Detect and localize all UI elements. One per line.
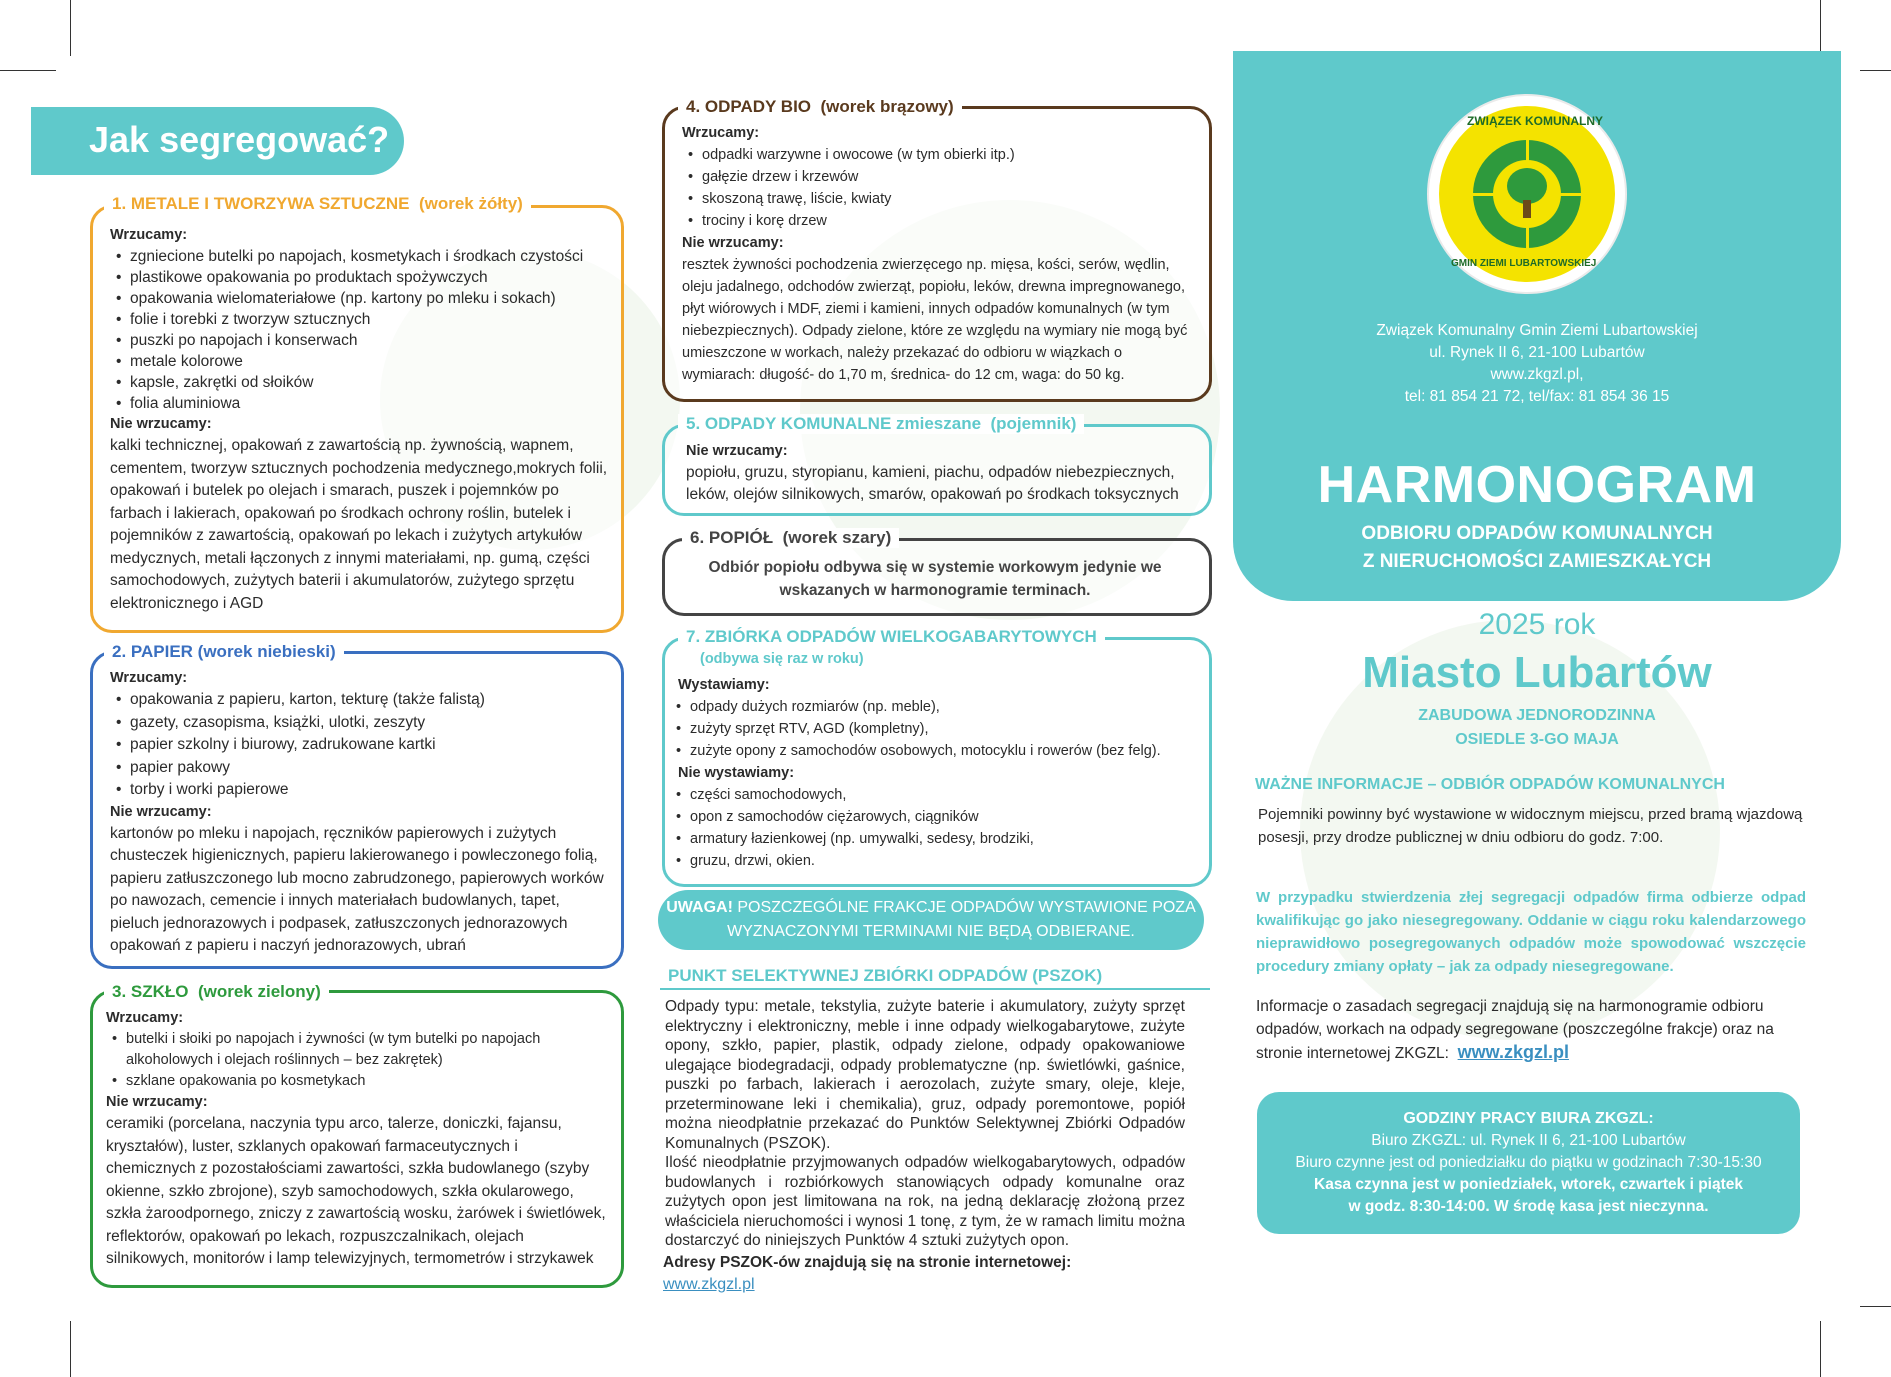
info-text: Informacje o zasadach segregacji znajdują się na harmonogramie odbioru odpadów, workach na odpady segregowane (poszczególne frakcje) oraz na stronie internetowej ZKGZL: www.zkgzl.pl	[1256, 998, 1774, 1062]
list-item: • metale kolorowe	[130, 351, 610, 372]
contact-line: Związek Komunalny Gmin Ziemi Lubartowskiej	[1376, 322, 1698, 339]
tree-icon	[1507, 168, 1547, 204]
list-item: • gałęzie drzew i krzewów	[702, 166, 1194, 188]
crop-mark	[1820, 0, 1821, 56]
hours-line: Kasa czynna jest w poniedziałek, wtorek, czwartek i piątek	[1314, 1176, 1743, 1193]
list-item: • torby i worki papierowe	[130, 779, 610, 802]
box-body-komunalne	[686, 440, 1198, 506]
area-description: ZABUDOWA JEDNORODZINNA OSIEDLE 3-GO MAJA	[1418, 707, 1656, 748]
list-item: • gruzu, drzwi, okien.	[690, 850, 1198, 872]
crop-mark	[1860, 70, 1891, 71]
box-title-bio: 4. ODPADY BIO (worek brązowy)	[678, 97, 962, 117]
box-body-papier	[110, 668, 610, 958]
list-item: • części samochodowych,	[690, 784, 1198, 806]
list-wrzucamy	[106, 1029, 608, 1092]
crop-mark	[1820, 1321, 1821, 1377]
crop-mark	[1860, 1306, 1891, 1307]
box-body-wielkogabarytowe	[678, 674, 1198, 872]
list-item: • opakowania wielomateriałowe (np. kartony po mleku i sokach)	[130, 288, 610, 309]
box-body-popiol	[700, 556, 1170, 602]
list-wystawiamy	[678, 696, 1198, 762]
box-title-komunalne: 5. ODPADY KOMUNALNE zmieszane (pojemnik)	[678, 414, 1084, 434]
label-nie-wrzucamy: Nie wrzucamy:	[682, 235, 784, 251]
box-body-bio	[682, 122, 1194, 386]
uwaga-text: POSZCZEGÓLNE FRAKCJE ODPADÓW WYSTAWIONE POZA WYZNACZONYMI TERMINAMI NIE BĘDĄ ODBIERANE.	[727, 899, 1196, 940]
divider	[660, 988, 1210, 990]
label-nie-wystawiamy: Nie wystawiamy:	[678, 765, 795, 781]
list-item: • odpady dużych rozmiarów (np. meble),	[690, 696, 1198, 718]
list-item: • opon z samochodów ciężarowych, ciągników	[690, 806, 1198, 828]
contact-line: tel: 81 854 21 72, tel/fax: 81 854 36 15	[1404, 388, 1670, 405]
harmonogram-subtitle: ODBIORU ODPADÓW KOMUNALNYCH Z NIERUCHOMOŚCI ZAMIESZKAŁYCH	[1361, 523, 1713, 572]
label-wrzucamy: Wrzucamy:	[682, 125, 760, 141]
section-header	[31, 107, 404, 175]
list-wrzucamy	[110, 246, 610, 414]
city-name: Miasto Lubartów	[1362, 648, 1712, 697]
pszok-paragraph-2: Ilość nieodpłatnie przyjmowanych odpadów wielkogabarytowych, odpadów budowlanych i rozbiórkowych stanowiących odpady komunalne oraz zużytych opon jest limitowana na rok, na jedną deklarację złożoną przez właściciela nieruchomości i wynosi 1 tonę, z tym, że w ramach limitu można dostarczyć do niniejszych Punktów 4 sztuki zużytych opon.	[665, 1154, 1185, 1249]
hours-line: Biuro czynne jest od poniedziałku do piątku w godzinach 7:30-15:30	[1295, 1154, 1762, 1171]
pszok-title: PUNKT SELEKTYWNEJ ZBIÓRKI ODPADÓW (PSZOK)	[668, 966, 1103, 985]
list-item: • papier szkolny i biurowy, zadrukowane kartki	[130, 734, 610, 757]
list-item: • odpadki warzywne i owocowe (w tym obierki itp.)	[702, 144, 1194, 166]
list-wrzucamy	[110, 689, 610, 802]
list-item: • opakowania z papieru, karton, tekturę (także falistą)	[130, 689, 610, 712]
harmonogram-title: HARMONOGRAM	[1317, 456, 1757, 514]
list-item: • zgniecione butelki po napojach, kosmetykach i środkach czystości	[130, 246, 610, 267]
year: 2025 rok	[1478, 608, 1596, 641]
segregation-warning: W przypadku stwierdzenia złej segregacji odpadów firma odbierze odpad kwalifikując go jako niesegregowany. Oddanie w ciągu roku kalendarzowego nieprawidłowo posegregowanych odpadów może spowodować wszczęcie procedury zmiany opłaty – jak za odpady niesegregowane.	[1256, 889, 1806, 975]
box-title-wielkogabarytowe: 7. ZBIÓRKA ODPADÓW WIELKOGABARYTOWYCH	[678, 627, 1105, 647]
crop-mark	[70, 0, 71, 56]
list-item: • puszki po napojach i konserwach	[130, 330, 610, 351]
pszok-paragraph-1: Odpady typu: metale, tekstylia, zużyte baterie i akumulatory, zużyty sprzęt elektryczny i elektroniczny, meble i inne odpady wielkogabarytowe, zużyte opony, szkło, papier, plastik, odpady zielone, odpady opakowaniowe ulegające biodegradacji, odpady problematyczne (np. świetlówki, gaśnice, puszki po farbach, lakierach i aerozolach, zużyte smary, oleje, kleje, przeterminowane leki i chemikalia), gruz, odpady poremontowe, popiół można nieodpłatnie przekazać do Punktów Selektywnej Zbiórki Odpadów Komunalnych (PSZOK).	[665, 998, 1185, 1152]
info-link[interactable]: www.zkgzl.pl	[1457, 1042, 1569, 1062]
list-item: • zużyte opony z samochodów osobowych, motocyklu i rowerów (bez felg).	[690, 740, 1198, 762]
box-body-metale	[110, 225, 610, 615]
list-item: • papier pakowy	[130, 757, 610, 780]
nie-wrzucamy-text: resztek żywności pochodzenia zwierzęcego np. mięsa, kości, serów, wędlin, oleju jadalnego, odchodów zwierząt, popiołu, leków, drewna impregnowanego, płyt wiórowych i MDF, ziemi i kamieni, innych odpadów komunalnych (w tym niebezpiecznych). Odpady zielone, które ze względu na wymiary nie mogą być umieszczone w workach, należy przekazać do odbioru w wiązkach o wymiarach: długość- do 1,70 m, średnica- do 12 cm, waga: do 50 kg.	[682, 257, 1188, 383]
uwaga-label: UWAGA!	[666, 899, 733, 916]
box-title-papier: 2. PAPIER (worek niebieski)	[104, 642, 344, 662]
label-nie-wrzucamy: Nie wrzucamy:	[110, 803, 212, 820]
list-item: • butelki i słoiki po napojach i żywności (w tym butelki po napojach alkoholowych i olejach roślinnych – bez zakrętek)	[126, 1029, 608, 1071]
label-wrzucamy: Wrzucamy:	[110, 227, 188, 243]
list-item: • trociny i korę drzew	[702, 210, 1194, 232]
section-header-text: Jak segregować?	[89, 119, 390, 160]
label-wrzucamy: Wrzucamy:	[106, 1010, 184, 1026]
zkgzl-logo: ZWIĄZEK KOMUNALNY GMIN ZIEMI LUBARTOWSKIEJ	[1429, 96, 1625, 292]
list-item: • gazety, czasopisma, książki, ulotki, zeszyty	[130, 712, 610, 735]
list-item: • szklane opakowania po kosmetykach	[126, 1071, 608, 1092]
nie-wrzucamy-text: popiołu, gruzu, styropianu, kamieni, piachu, odpadów niebezpiecznych, leków, olejów silnikowych, smarów, opakowań po środkach toksycznych	[686, 464, 1179, 503]
box-title-metale: 1. METALE I TWORZYWA SZTUCZNE (worek żółty)	[104, 194, 531, 214]
list-nie-wystawiamy	[678, 784, 1198, 872]
hours-line: Biuro ZKGZL: ul. Rynek II 6, 21-100 Lubartów	[1371, 1132, 1686, 1149]
contact-info	[1233, 320, 1841, 408]
box-subtitle-wielkogabarytowe: (odbywa się raz w roku)	[700, 651, 864, 667]
list-item: • folia aluminiowa	[130, 393, 610, 414]
list-item: • plastikowe opakowania po produktach spożywczych	[130, 267, 610, 288]
list-item: • zużyty sprzęt RTV, AGD (kompletny),	[690, 718, 1198, 740]
crop-mark	[0, 70, 56, 71]
office-hours-box	[1257, 1092, 1800, 1234]
label-wrzucamy: Wrzucamy:	[110, 670, 188, 686]
label-wystawiamy: Wystawiamy:	[678, 677, 770, 693]
label-nie-wrzucamy: Nie wrzucamy:	[106, 1094, 208, 1110]
box-body-szklo	[106, 1008, 608, 1271]
list-item: • armatury łazienkowej (np. umywalki, sedesy, brodziki,	[690, 828, 1198, 850]
contact-line[interactable]: www.zkgzl.pl,	[1490, 366, 1584, 383]
contact-line: ul. Rynek II 6, 21-100 Lubartów	[1429, 344, 1645, 361]
list-item: • skoszoną trawę, liście, kwiaty	[702, 188, 1194, 210]
list-item: • folie i torebki z tworzyw sztucznych	[130, 309, 610, 330]
pszok-address-note: Adresy PSZOK-ów znajdują się na stronie internetowej:	[663, 1254, 1072, 1271]
list-item: • kapsle, zakrętki od słoików	[130, 372, 610, 393]
nie-wrzucamy-text: kartonów po mleku i napojach, ręczników papierowych i zużytych chusteczek higienicznych, papieru lakierowanego i powleczonego folią, papieru zatłuszczonego lub mocno zabrudzonego, papierowych worków po nawozach, cemencie i innych materiałach budowlanych, tapet, pieluch jednorazowych i podpasek, zatłuszczonych jednorazowych opakowań z papieru i naczyń jednorazowych, ubrań	[110, 824, 604, 954]
crop-mark	[70, 1321, 71, 1377]
uwaga-banner	[658, 890, 1204, 950]
popiol-text: Odbiór popiołu odbywa się w systemie workowym jedynie we wskazanych w harmonogramie terminach.	[708, 559, 1162, 599]
important-info-title: WAŻNE INFORMACJE – ODBIÓR ODPADÓW KOMUNALNYCH	[1255, 776, 1725, 793]
label-nie-wrzucamy: Nie wrzucamy:	[110, 416, 212, 432]
important-info-text: Pojemniki powinny być wystawione w widocznym miejscu, przed bramą wjazdową posesji, przy drodze publicznej w dniu odbioru do godz. 7:00.	[1258, 806, 1803, 846]
list-wrzucamy	[682, 144, 1194, 232]
hours-line: w godz. 8:30-14:00. W środę kasa jest nieczynna.	[1348, 1198, 1709, 1215]
box-title-popiol: 6. POPIÓŁ (worek szary)	[682, 528, 899, 548]
box-title-szklo: 3. SZKŁO (worek zielony)	[104, 982, 329, 1002]
hours-title: GODZINY PRACY BIURA ZKGZL:	[1403, 1110, 1654, 1127]
label-nie-wrzucamy: Nie wrzucamy:	[686, 443, 788, 459]
pszok-link[interactable]: www.zkgzl.pl	[663, 1276, 755, 1293]
nie-wrzucamy-text: ceramiki (porcelana, naczynia typu arco, talerze, doniczki, fajansu, kryształów), luster, szklanych opakowań farmaceutycznych i chemicznych z pozostałościami zawartości, szkła budowlanego (szyby okienne, szkło zbrojone), szyb samochodowych, szkła okularowego, szkła żaroodpornego, zniczy z zawartością wosku, żarówek i świetlówek, reflektorów, opakowań po lekach, rozpuszczalnikach, olejach silnikowych, monitorów i lamp telewizyjnych, termometrów i strzykawek	[106, 1115, 606, 1267]
nie-wrzucamy-text: kalki technicznej, opakowań z zawartością np. żywnością, wapnem, cementem, tworzyw sztucznych pochodzenia medycznego,mokrych folii, opakowań i butelek po olejach i smarach, puszek i pojemnków po farbach i lakierach, opakowań po środkach ochrony roślin, butelek i pojemników z zawartością, opakowań po lekach i zużytych artykułów medycznych, metali łączonych z innymi materiałami, np. gumą, części samochodowych, zużytych baterii i akumulatorów, zużytego sprzętu elektronicznego i AGD	[110, 437, 608, 612]
